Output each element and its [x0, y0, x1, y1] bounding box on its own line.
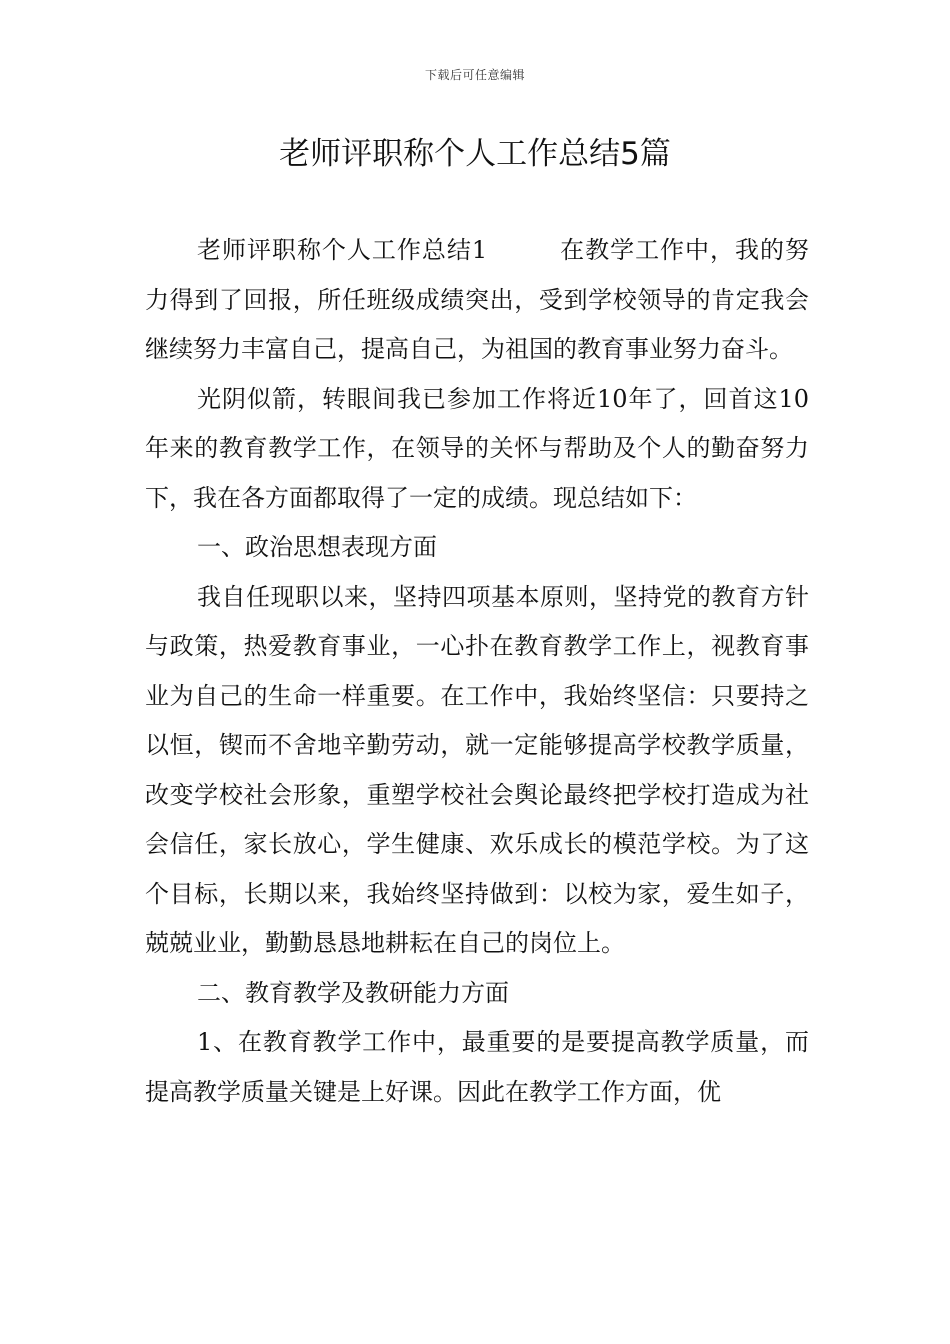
paragraph-1-text: 在教学工作中，我的努力得到了回报，所任班级成绩突出，受到学校领导的肯定我会继续努力丰富自己，提高自己，为祖国的教育事业努力奋斗。	[145, 236, 809, 363]
document-title: 老师评职称个人工作总结5篇	[279, 136, 671, 172]
section-heading-politics: 一、政治思想表现方面	[197, 533, 437, 561]
section-heading-teaching: 二、教育教学及教研能力方面	[197, 978, 509, 1007]
paragraph-4: 我自任现职以来，坚持四项基本原则，坚持党的教育方针与政策，热爱教育事业，一心扑在教育教学工作上，视教育事业为自己的生命一样重要。在工作中，我始终坚信：只要持之以恒，锲而不舍地辛勤劳动，就一定能够提高学校教学质量，改变学校社会形象，重塑学校社会舆论最终把学校打造成为社会信任，家长放心，学生健康、欢乐成长的模范学校。为了这个目标，长期以来，我始终坚持做到：以校为家，爱生如子，兢兢业业，勤勤恳恳地耕耘在自己的岗位上。	[145, 582, 809, 957]
document-body	[145, 226, 809, 1117]
paragraph-1	[145, 226, 809, 375]
header-note: 下载后可任意编辑	[424, 68, 525, 82]
paragraph-2: 光阴似箭，转眼间我已参加工作将近10年了，回首这10年来的教育教学工作，在领导的关怀与帮助及个人的勤奋努力下，我在各方面都取得了一定的成绩。现总结如下：	[145, 384, 809, 512]
paragraph-6: 1、在教育教学工作中，最重要的是要提高教学质量，而提高教学质量关键是上好课。因此在教学工作方面，优	[145, 1028, 809, 1106]
section-heading-1: 老师评职称个人工作总结1	[197, 236, 488, 264]
